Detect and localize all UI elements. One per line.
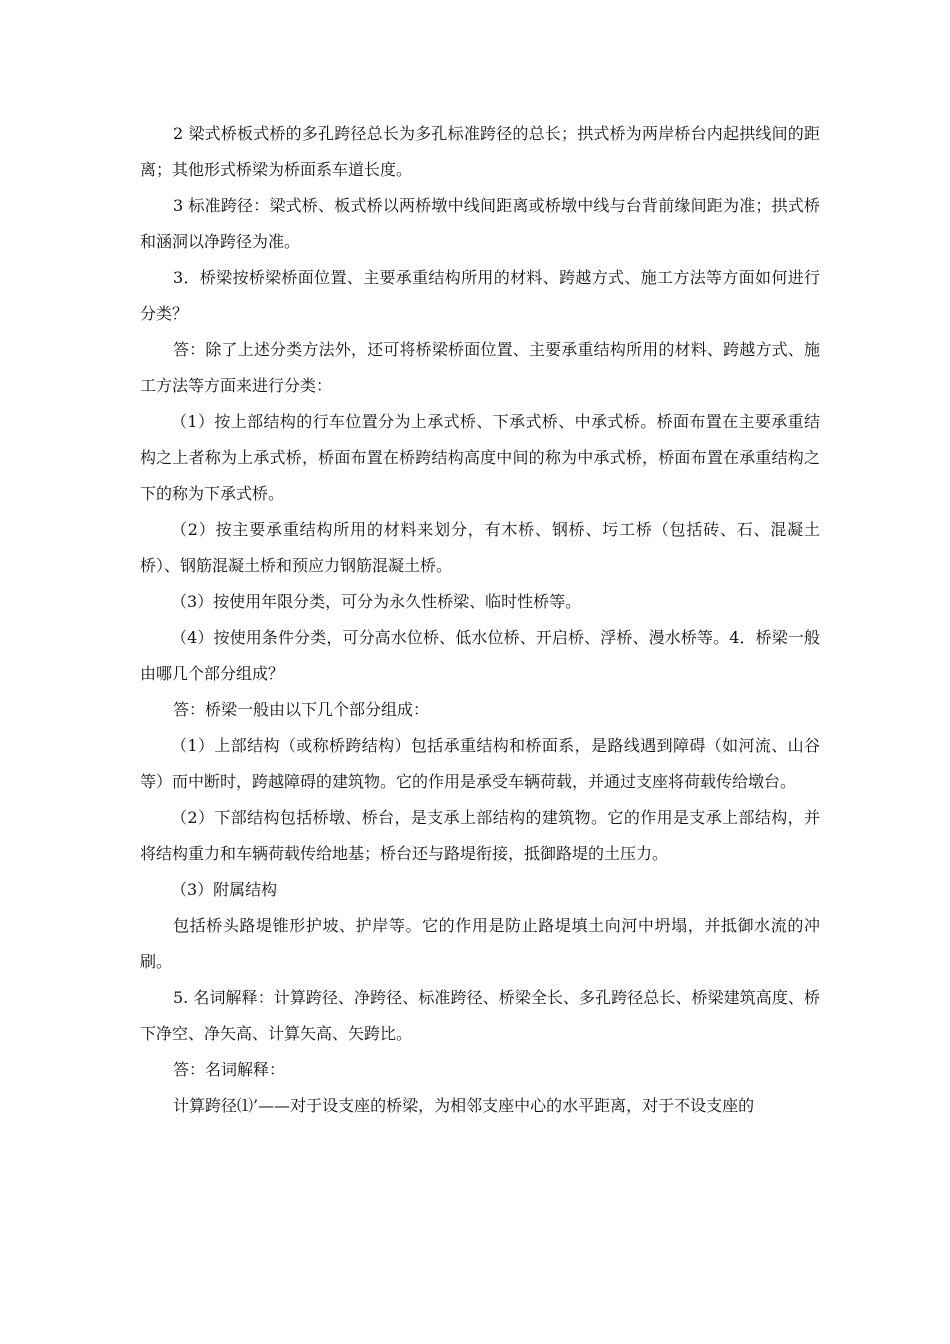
paragraph-3: 3．桥梁按桥梁桥面位置、主要承重结构所用的材料、跨越方式、施工方法等方面如何进行分类？ xyxy=(140,268,820,323)
paragraph-13: 包括桥头路堤锥形护坡、护岸等。它的作用是防止路堤填土向河中坍塌，并抵御水流的冲刷。 xyxy=(140,916,820,971)
paragraph-7: （3）按使用年限分类，可分为永久性桥梁、临时性桥等。 xyxy=(171,592,582,611)
document-body xyxy=(140,116,820,1124)
paragraph-4: 答：除了上述分类方法外，还可将桥梁桥面位置、主要承重结构所用的材料、跨越方式、施工方法等方面来进行分类： xyxy=(140,340,820,395)
paragraph-10: （1）上部结构（或称桥跨结构）包括承重结构和桥面系，是路线遇到障碍（如河流、山谷等）而中断时，跨越障碍的建筑物。它的作用是承受车辆荷载，并通过支座将荷载传给墩台。 xyxy=(140,736,820,791)
paragraph-11: （2）下部结构包括桥墩、桥台，是支承上部结构的建筑物。它的作用是支承上部结构，并将结构重力和车辆荷载传给地基；桥台还与路堤衔接，抵御路堤的土压力。 xyxy=(140,808,820,863)
paragraph-6: （2）按主要承重结构所用的材料来划分，有木桥、钢桥、圬工桥（包括砖、石、混凝土桥）、钢筋混凝土桥和预应力钢筋混凝土桥。 xyxy=(140,520,820,575)
paragraph-2: 3 标准跨径：梁式桥、板式桥以两桥墩中线间距离或桥墩中线与台背前缘间距为准；拱式桥和涵洞以净跨径为准。 xyxy=(140,196,820,251)
paragraph-8: （4）按使用条件分类，可分高水位桥、低水位桥、开启桥、浮桥、漫水桥等。4．桥梁一般由哪几个部分组成？ xyxy=(140,628,820,683)
paragraph-16: 计算跨径⑴’——对于设支座的桥梁，为相邻支座中心的水平距离，对于不设支座的 xyxy=(173,1096,755,1115)
paragraph-5: （1）按上部结构的行车位置分为上承式桥、下承式桥、中承式桥。桥面布置在主要承重结构之上者称为上承式桥，桥面布置在桥跨结构高度中间的称为中承式桥，桥面布置在承重结构之下的称为下承式桥。 xyxy=(140,412,820,503)
paragraph-1: 2 梁式桥板式桥的多孔跨径总长为多孔标准跨径的总长；拱式桥为两岸桥台内起拱线间的距离；其他形式桥梁为桥面系车道长度。 xyxy=(140,124,820,179)
paragraph-14: 5. 名词解释：计算跨径、净跨径、标准跨径、桥梁全长、多孔跨径总长、桥梁建筑高度、桥下净空、净矢高、计算矢高、矢跨比。 xyxy=(140,988,820,1043)
paragraph-9: 答：桥梁一般由以下几个部分组成： xyxy=(173,700,430,719)
paragraph-15: 答：名词解释： xyxy=(173,1060,286,1079)
paragraph-12: （3）附属结构 xyxy=(171,880,278,899)
